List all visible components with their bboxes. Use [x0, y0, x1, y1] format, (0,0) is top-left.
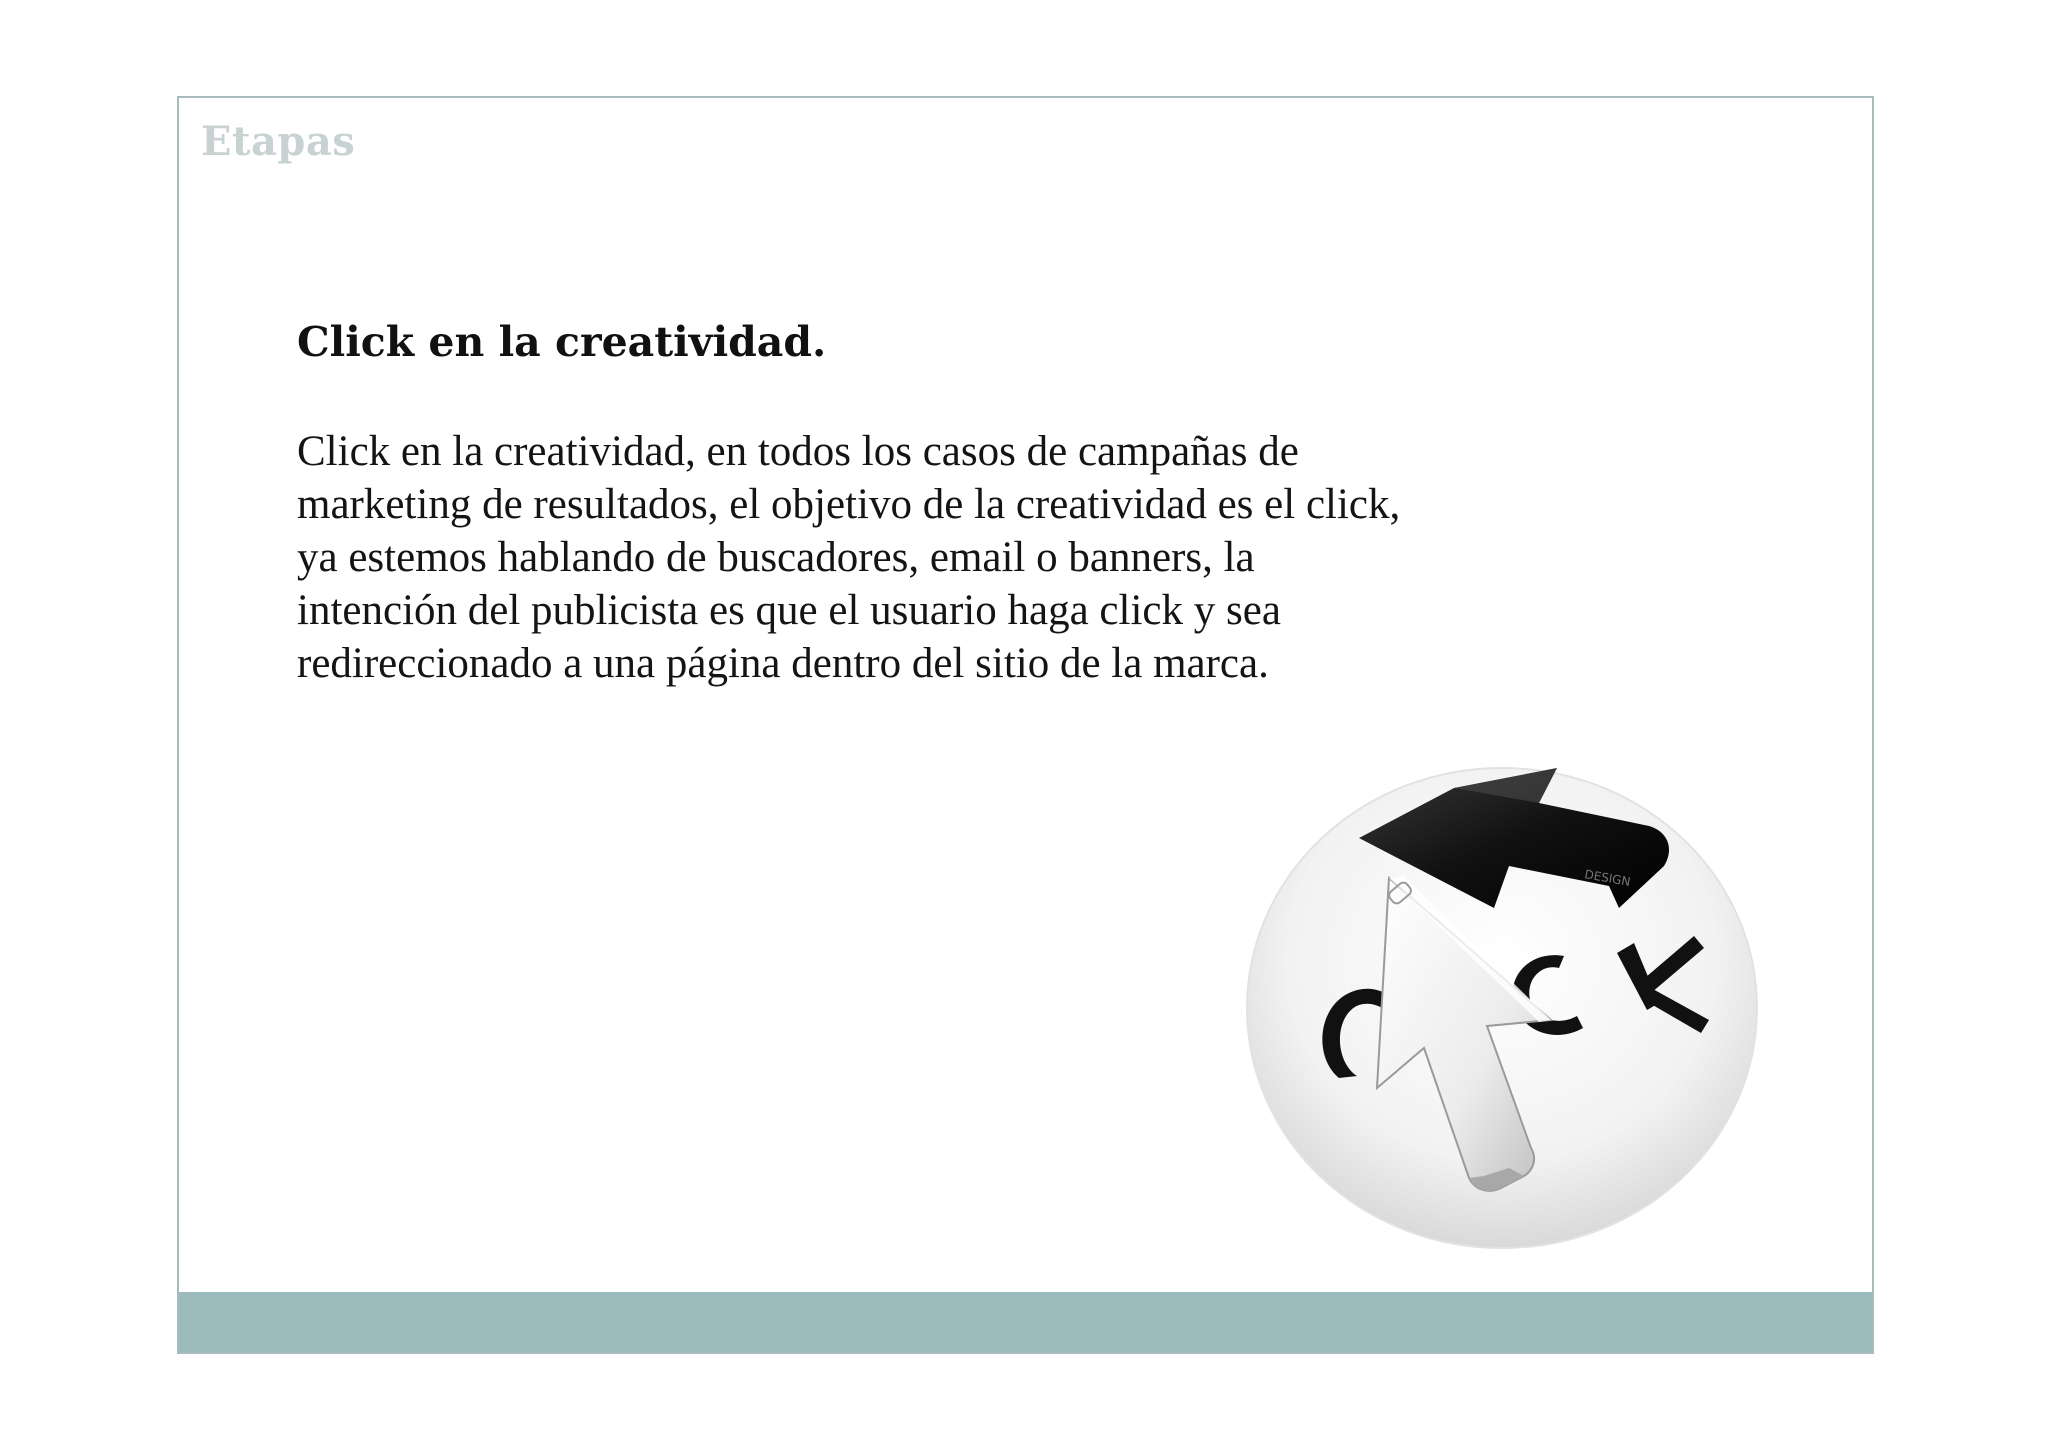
slide-frame — [177, 96, 1874, 1354]
body-line: marketing de resultados, el objetivo de la creatividad es el click, — [297, 481, 1401, 529]
body-line: redireccionado a una página dentro del sitio de la marca. — [297, 640, 1269, 688]
body-line: ya estemos hablando de buscadores, email o banners, la — [297, 534, 1255, 582]
slide-title: Etapas — [201, 118, 356, 165]
body-line: Click en la creatividad, en todos los casos de campañas de — [297, 428, 1299, 476]
body-line: intención del publicista es que el usuario haga click y sea — [297, 587, 1281, 635]
slide-content — [297, 318, 1617, 690]
footer-bar — [179, 1292, 1872, 1352]
content-heading: Click en la creatividad. — [297, 318, 827, 366]
svg-text:DESIGN: DESIGN — [1583, 867, 1632, 889]
click-cursor-icon — [1239, 758, 1799, 1278]
content-body — [297, 425, 1617, 690]
